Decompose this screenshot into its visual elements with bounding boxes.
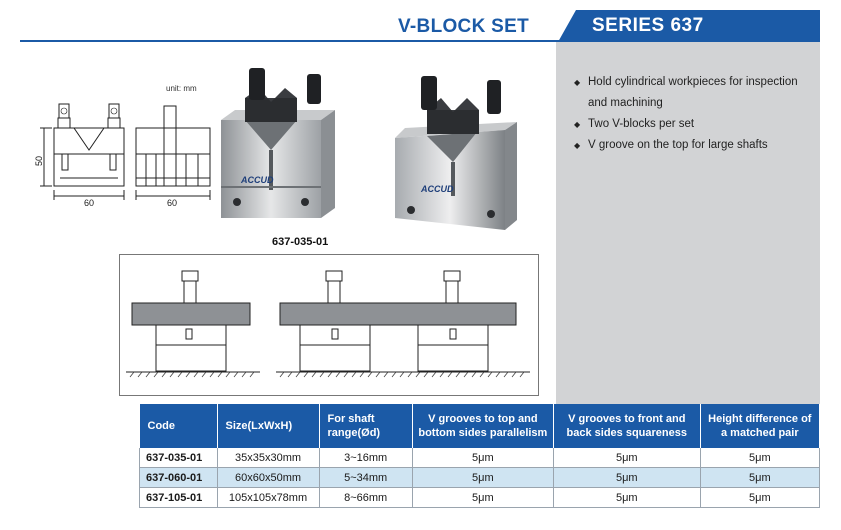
page-title: V-BLOCK SET	[398, 16, 530, 37]
feature-item: ◆ Two V-blocks per set	[572, 114, 817, 135]
features-list	[572, 72, 817, 156]
cell-range: 3~16mm	[319, 448, 412, 468]
cell-height-difference: 5μm	[700, 488, 819, 508]
col-size: Size(LxWxH)	[217, 404, 319, 448]
spec-table	[139, 404, 820, 508]
photo-caption: 637-035-01	[272, 236, 329, 248]
dim-height-label: 50	[34, 155, 45, 167]
cell-parallelism: 5μm	[412, 468, 553, 488]
cell-squareness: 5μm	[553, 468, 700, 488]
feature-item: ◆ V groove on the top for large shafts	[572, 135, 817, 156]
cell-size: 105x105x78mm	[217, 488, 319, 508]
dim-side-width-label: 60	[167, 198, 178, 208]
application-diagram-box	[119, 254, 539, 396]
cell-height-difference: 5μm	[700, 468, 819, 488]
application-diagram	[120, 255, 538, 395]
table-row	[140, 468, 820, 488]
col-range: For shaft range(Ød)	[319, 404, 412, 448]
cell-parallelism: 5μm	[412, 488, 553, 508]
cell-code: 637-105-01	[140, 488, 218, 508]
cell-size: 35x35x30mm	[217, 448, 319, 468]
series-label: SERIES 637	[592, 15, 704, 36]
brand-logo-right: ACCUD	[421, 184, 454, 194]
dim-front-width-label: 60	[84, 198, 95, 208]
cell-code: 637-035-01	[140, 448, 218, 468]
v-block-right	[395, 76, 517, 230]
cell-parallelism: 5μm	[412, 448, 553, 468]
cell-range: 5~34mm	[319, 468, 412, 488]
col-code: Code	[140, 404, 218, 448]
cell-code: 637-060-01	[140, 468, 218, 488]
cell-squareness: 5μm	[553, 448, 700, 468]
col-height-difference: Height difference of a matched pair	[700, 404, 819, 448]
product-photo	[215, 58, 525, 236]
cell-squareness: 5μm	[553, 488, 700, 508]
feature-item: ◆ Hold cylindrical workpieces for inspection and machining	[572, 72, 817, 114]
table-header-row	[140, 404, 820, 448]
cell-size: 60x60x50mm	[217, 468, 319, 488]
cell-height-difference: 5μm	[700, 448, 819, 468]
col-squareness: V grooves to front and back sides squareness	[553, 404, 700, 448]
technical-drawing	[30, 92, 220, 222]
v-block-left	[221, 68, 335, 218]
col-parallelism: V grooves to top and bottom sides parallelism	[412, 404, 553, 448]
diamond-bullet-icon: ◆	[574, 78, 581, 87]
series-tab	[558, 10, 820, 42]
cell-range: 8~66mm	[319, 488, 412, 508]
table-row	[140, 448, 820, 468]
diamond-bullet-icon: ◆	[574, 120, 581, 129]
table-row	[140, 488, 820, 508]
brand-logo-left: ACCUD	[241, 175, 274, 185]
unit-label: unit: mm	[166, 84, 197, 93]
diamond-bullet-icon: ◆	[574, 141, 581, 150]
